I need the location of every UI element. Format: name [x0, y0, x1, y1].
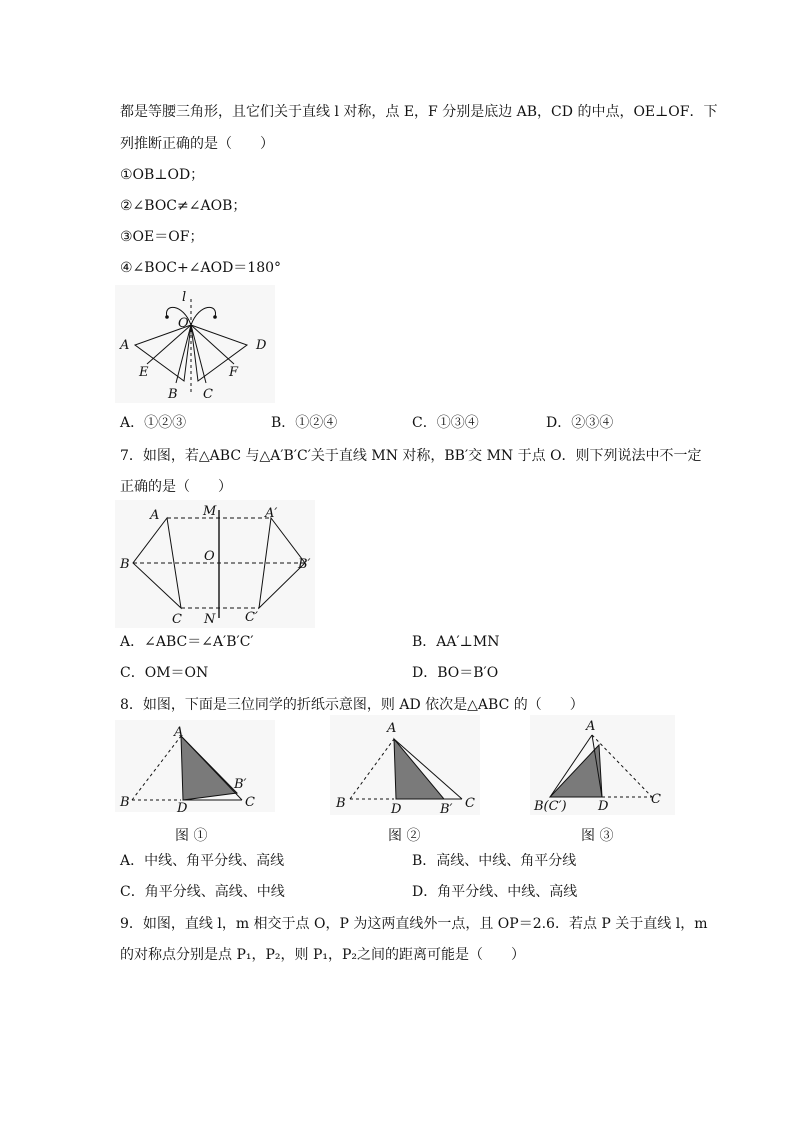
q8-f1-label-D: D [177, 801, 188, 812]
q7-stem-line2: 正确的是（ ） [120, 479, 232, 495]
q8-f1-label-B: B [120, 795, 130, 810]
q8-caption-2: 图 ② [388, 828, 421, 844]
q8-f2-label-D: D [391, 802, 402, 815]
q8-figure-2 [330, 715, 480, 815]
q6-option-a[interactable]: A．①②③ [120, 415, 187, 431]
q8-f3-label-B: B(C′) [534, 799, 567, 814]
q6-item-3: ③OE＝OF； [120, 229, 204, 245]
q8-caption-1: 图 ① [175, 828, 208, 844]
q6-label-l: l [182, 290, 187, 305]
q7-label-A: A [150, 508, 160, 523]
q7-label-O: O [204, 549, 215, 564]
q6-stem-line2: 列推断正确的是（ ） [120, 136, 274, 152]
q8-figure-1 [115, 720, 275, 812]
q6-label-C: C [203, 387, 213, 402]
q8-caption-3: 图 ③ [581, 828, 614, 844]
q8-f2-label-C: C [465, 796, 475, 811]
q6-label-F: F [229, 365, 239, 380]
q6-label-O: O [178, 316, 189, 331]
q7-label-B1: B′ [298, 557, 311, 572]
q7-stem-line1: 7．如图，若△ABC 与△A′B′C′关于直线 MN 对称，BB′交 MN 于点 O．则下列说法中不一定 [120, 448, 702, 464]
q8-f3-label-C: C [651, 792, 661, 807]
q6-item-2: ②∠BOC≠∠AOB； [120, 198, 247, 214]
q8-f2-label-B1: B′ [440, 802, 453, 815]
q7-label-A1: A′ [265, 506, 278, 521]
q8-f1-label-A: A [174, 725, 184, 740]
q7-option-d[interactable]: D．BO＝B′O [412, 665, 499, 681]
q6-option-b[interactable]: B．①②④ [271, 415, 338, 431]
q8-option-a[interactable]: A．中线、角平分线、高线 [120, 853, 285, 869]
q8-f3-label-D: D [598, 799, 609, 814]
q7-label-N: N [204, 612, 216, 627]
q7-option-c[interactable]: C．OM＝ON [120, 665, 209, 681]
q8-f1-label-C: C [245, 795, 255, 810]
q8-option-d[interactable]: D．角平分线、中线、高线 [412, 884, 578, 900]
q8-f2-label-B: B [336, 796, 346, 811]
q7-option-b[interactable]: B．AA′⊥MN [412, 634, 500, 650]
q8-f3-label-A: A [586, 719, 596, 734]
q7-figure [115, 500, 315, 628]
q6-label-A: A [120, 338, 130, 353]
q6-label-D: D [256, 338, 267, 353]
q8-option-c[interactable]: C．角平分线、高线、中线 [120, 884, 285, 900]
q6-item-1: ①OB⊥OD； [120, 167, 205, 183]
q7-option-a[interactable]: A．∠ABC＝∠A′B′C′ [120, 634, 254, 650]
q7-label-C: C [172, 612, 182, 627]
q6-figure [115, 285, 275, 403]
q6-option-c[interactable]: C．①③④ [412, 415, 479, 431]
q7-label-B: B [120, 557, 130, 572]
q9-stem-line2: 的对称点分别是点 P₁，P₂，则 P₁，P₂之间的距离可能是（ ） [120, 947, 526, 963]
q7-label-C1: C′ [245, 610, 258, 625]
q6-label-E: E [139, 365, 149, 380]
q6-option-d[interactable]: D．②③④ [546, 415, 614, 431]
q7-label-M: M [203, 504, 217, 519]
q8-figure-3 [530, 715, 675, 815]
q6-stem-line1: 都是等腰三角形，且它们关于直线 l 对称，点 E，F 分别是底边 AB，CD 的中点，OE⊥OF．下 [120, 104, 718, 120]
q8-f2-label-A: A [387, 721, 397, 736]
q8-option-b[interactable]: B．高线、中线、角平分线 [412, 853, 577, 869]
q6-item-4: ④∠BOC+∠AOD＝180° [120, 260, 282, 276]
q8-f1-label-B1: B′ [234, 777, 247, 792]
q6-label-B: B [168, 387, 178, 402]
q8-stem: 8．如图，下面是三位同学的折纸示意图，则 AD 依次是△ABC 的（ ） [120, 697, 584, 713]
q9-stem-line1: 9．如图，直线 l，m 相交于点 O，P 为这两直线外一点，且 OP＝2.6．若点 P 关于直线 l，m [120, 916, 708, 932]
